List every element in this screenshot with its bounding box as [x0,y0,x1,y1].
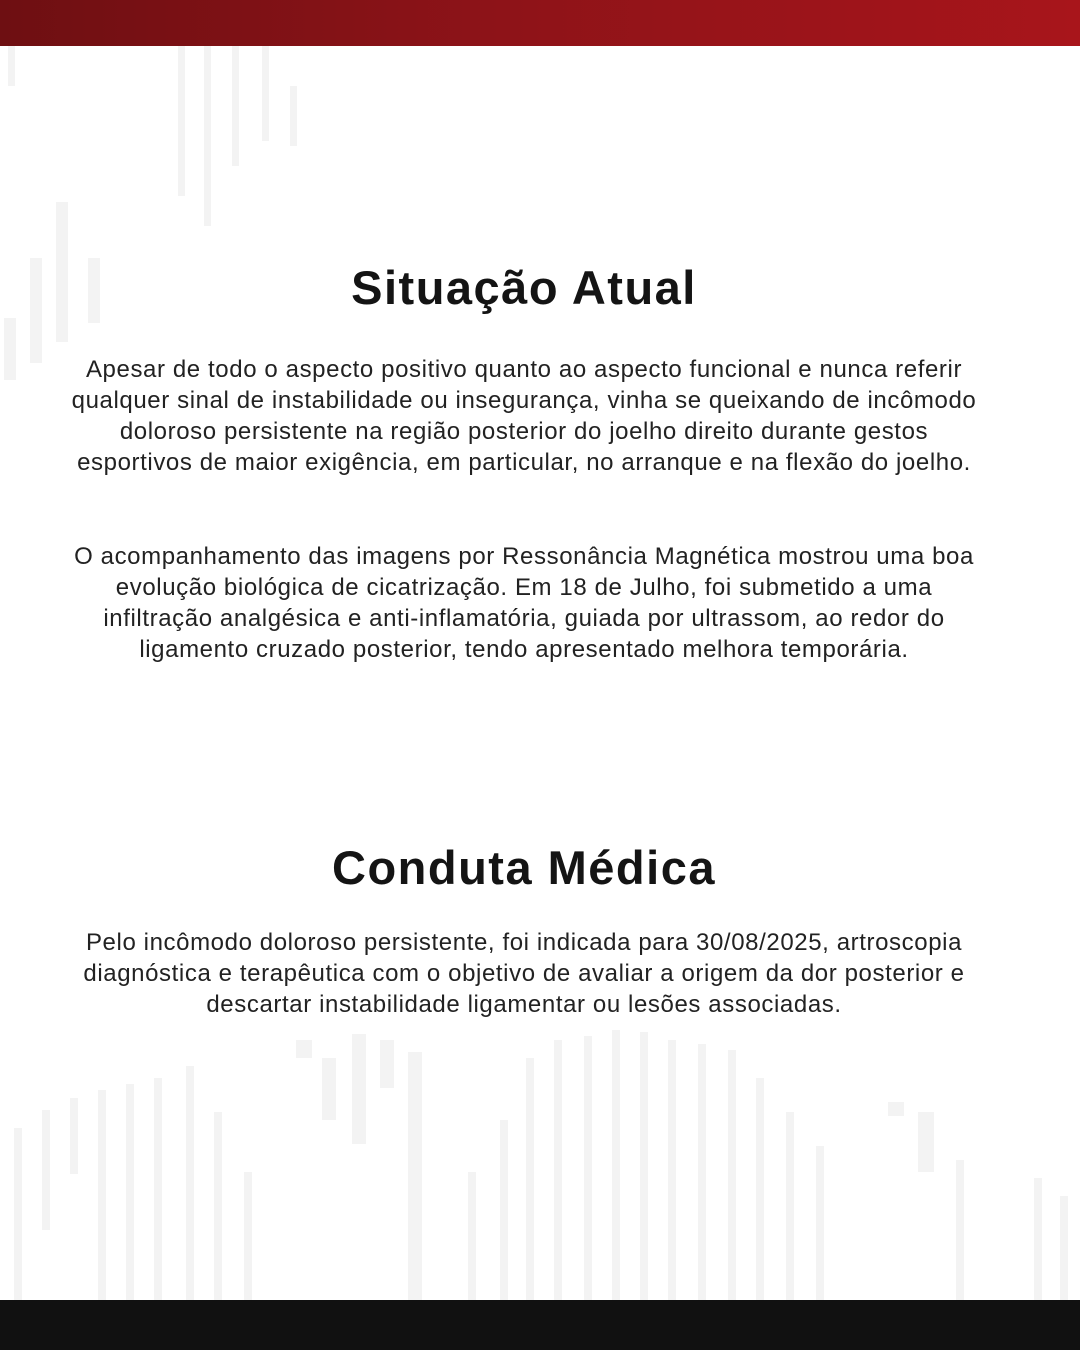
conduta-paragraph: Pelo incômodo doloroso persistente, foi indicada para 30/08/2025, artroscopia diagnóstica e terapêutica com o objetivo de avaliar a origem da dor posterior e descartar instabilidade ligamentar ou lesões associadas. [83,929,965,1018]
situacao-paragraph-2: O acompanhamento das imagens por Ressonância Magnética mostrou uma boa evolução biológica de cicatrização. Em 18 de Julho, foi submetido a uma infiltração analgésica e anti-inflamatória, guiada por ultrassom, ao redor do ligamento cruzado posterior, tendo apresentado melhora temporária. [74,543,974,663]
section-title-conduta-medica: Conduta Médica [332,841,716,894]
situacao-paragraph-1: Apesar de todo o aspecto positivo quanto ao aspecto funcional e nunca referir qualquer sinal de instabilidade ou insegurança, vinha se queixando de incômodo doloroso persistente na região posterior do joelho direito durante gestos esportivos de maior exigência, em particular, no arranque e na flexão do joelho. [71,356,977,476]
bottom-dark-bar [0,1300,1080,1350]
section-title-situacao-atual: Situação Atual [351,261,697,314]
